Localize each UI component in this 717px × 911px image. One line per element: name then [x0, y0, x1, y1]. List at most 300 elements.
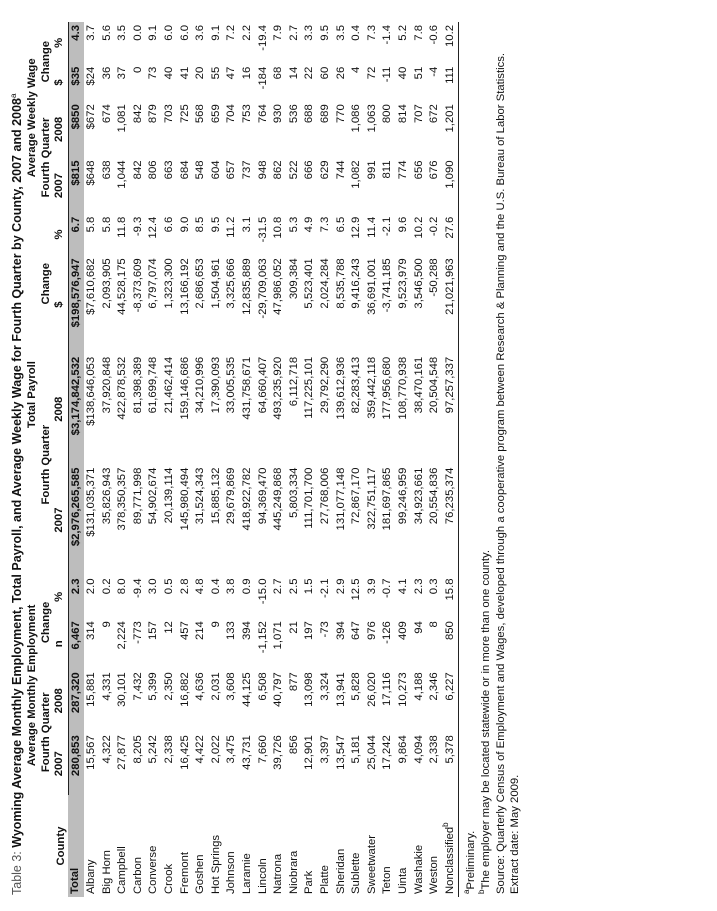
cell-wage-2007: 862	[272, 160, 285, 180]
cell-wage-change-dollar: 26	[334, 66, 347, 80]
cell-emp-2008: 15,881	[85, 672, 98, 707]
cell-emp-change-n: 1,071	[272, 621, 285, 650]
cell-emp-2007: 17,242	[381, 735, 394, 770]
cell-emp-change-pct: 3.0	[147, 578, 160, 595]
cell-emp-change-pct: 1.5	[303, 578, 316, 595]
cell-wage-2007: 1,082	[350, 160, 363, 189]
cell-wage-change-dollar: 22	[303, 66, 316, 80]
cell-emp-change-n: 9	[209, 621, 222, 628]
cell-emp-change-pct: 2.9	[334, 578, 347, 595]
cell-emp-change-pct: 2.8	[178, 578, 191, 595]
title-footnote-mark: a	[8, 93, 18, 99]
cell-emp-change-pct: 4.1	[396, 578, 409, 595]
table-row	[84, 22, 100, 897]
total-pay-2007: $2,976,265,585	[68, 465, 84, 576]
cell-pay-change-pct: 6.5	[334, 216, 347, 233]
cell-pay-2008: 81,398,389	[131, 356, 144, 414]
footnote-b-mark: b	[477, 889, 487, 894]
cell-wage-change-pct: 9.1	[147, 25, 160, 41]
cell-wage-2007: 811	[381, 160, 394, 179]
header-emp-fourth-quarter: Fourth Quarter	[39, 692, 52, 773]
cell-pay-2008: 159,146,686	[178, 356, 191, 420]
cell-wage-2007: 684	[178, 160, 191, 180]
cell-emp-2008: 5,828	[350, 672, 363, 701]
cell-emp-change-n: 394	[334, 621, 347, 641]
cell-pay-change-dollar: -29,709,063	[256, 258, 269, 319]
cell-emp-2007: 4,422	[194, 735, 207, 764]
cell-pay-change-pct: 11.4	[365, 216, 378, 238]
cell-wage-2008: 1,201	[443, 101, 459, 157]
cell-emp-change-pct: 4.8	[194, 578, 207, 595]
cell-wage-2007: 657	[225, 160, 238, 180]
cell-emp-2007: 43,731	[241, 735, 254, 770]
cell-county: Goshen	[194, 854, 207, 894]
cell-pay-change-dollar: 9,523,979	[396, 258, 409, 309]
cell-county: Platte	[319, 865, 331, 894]
cell-pay-change-pct: 11.8	[116, 216, 129, 238]
cell-pay-2007: 322,751,117	[365, 467, 378, 530]
cell-wage-change-pct: 7.8	[412, 25, 425, 41]
cell-wage-2008: 568	[194, 104, 207, 124]
cell-wage-change-dollar: 73	[147, 66, 160, 80]
total-wage-change-pct: 4.3	[68, 22, 84, 64]
cell-emp-change-pct: 0.4	[209, 578, 222, 595]
cell-pay-change-dollar: 47,986,052	[272, 258, 285, 315]
header-pay-fourth-quarter: Fourth Quarter	[39, 424, 52, 505]
cell-pay-change-pct: 8.5	[194, 216, 207, 233]
table-row	[178, 22, 194, 897]
cell-pay-2007: 94,369,470	[256, 467, 269, 525]
cell-emp-change-n: 314	[85, 621, 98, 641]
cell-emp-2007: 39,726	[272, 735, 285, 770]
cell-emp-change-pct: 2.3	[412, 578, 425, 595]
cell-wage-2007: 663	[163, 160, 176, 180]
footnote-b	[479, 22, 494, 894]
cell-wage-change-pct: 7.2	[225, 25, 238, 41]
cell-pay-2007: 35,826,943	[100, 467, 113, 525]
header-pay-change: Change	[39, 263, 52, 305]
cell-pay-2008: $138,646,053	[85, 356, 98, 426]
cell-emp-2007: 5,242	[147, 735, 160, 764]
cell-pay-2008: 139,612,936	[334, 356, 347, 420]
cell-county: Fremont	[178, 851, 191, 894]
total-row	[68, 22, 84, 897]
table-row	[412, 22, 428, 897]
cell-pay-2008: 117,225,101	[303, 356, 316, 419]
cell-wage-change-dollar: 0	[131, 66, 144, 74]
cell-pay-change-dollar: 12,835,889	[241, 258, 254, 315]
cell-pay-2007: 31,524,343	[194, 467, 207, 525]
cell-emp-2008: 17,116	[381, 672, 394, 707]
cell-county: Teton	[381, 866, 394, 894]
cell-emp-change-pct: 2.5	[287, 578, 300, 595]
cell-wage-2007: 676	[428, 160, 441, 180]
table-row	[131, 22, 147, 897]
header-wage-dollar: $	[53, 64, 68, 102]
cell-emp-change-n: -1,152	[256, 621, 269, 654]
table-row	[240, 22, 256, 897]
cell-emp-2007: 856	[287, 735, 300, 755]
cell-emp-2007: 2,022	[209, 735, 222, 764]
cell-wage-2007: $648	[85, 160, 98, 186]
footnote-a-mark: a	[462, 889, 472, 894]
cell-wage-2008: 930	[272, 104, 285, 124]
table-title	[10, 22, 24, 895]
header-wage-change: Change	[39, 40, 52, 83]
cell-emp-change-pct: 0.3	[428, 578, 441, 595]
header-wage-pct: %	[53, 22, 68, 64]
cell-pay-change-dollar: 309,384	[287, 258, 300, 300]
table-row	[396, 22, 412, 897]
cell-wage-change-pct: 0.4	[350, 25, 363, 41]
cell-wage-2008: 770	[334, 104, 347, 124]
cell-pay-change-pct: 3.1	[241, 216, 254, 233]
cell-emp-2007: 4,094	[412, 735, 425, 764]
cell-pay-2008: 29,792,290	[319, 356, 331, 414]
cell-emp-2008: 7,432	[131, 672, 144, 701]
cell-pay-change-dollar: 21,021,963	[443, 255, 459, 354]
cell-emp-change-n: 409	[396, 621, 409, 641]
cell-county: Albany	[85, 859, 98, 894]
cell-pay-2007: 72,867,170	[350, 467, 363, 525]
cell-wage-change-dollar: 16	[241, 66, 254, 80]
cell-emp-change-pct: 15.8	[443, 575, 459, 618]
cell-wage-change-dollar: 20	[194, 66, 207, 80]
cell-county: Uinta	[396, 867, 409, 894]
header-payroll: Total Payroll	[26, 361, 38, 429]
cell-wage-change-pct: 6.0	[178, 25, 191, 41]
table-row	[427, 22, 443, 897]
cell-pay-change-dollar: 13,166,192	[178, 258, 191, 315]
cell-emp-2008: 30,101	[116, 672, 129, 707]
table-row	[302, 22, 318, 897]
cell-pay-change-pct: 7.3	[319, 216, 331, 233]
cell-emp-change-n: 850	[443, 618, 459, 669]
cell-wage-2008: 1,081	[116, 104, 129, 133]
header-emp-pct: %	[53, 575, 68, 618]
cell-wage-change-dollar: 72	[365, 66, 378, 80]
cell-emp-2007: 9,864	[396, 735, 409, 764]
source-note: Source: Quarterly Census of Employment and Wages, developed through a cooperative program between Research & Planning and the U.S. Bureau of Labor Statistics.	[494, 52, 507, 894]
cell-emp-change-n: 197	[303, 621, 316, 641]
cell-pay-change-pct: 12.4	[147, 216, 160, 239]
cell-wage-2008: 674	[100, 104, 113, 124]
cell-pay-2007: 29,679,869	[225, 467, 238, 525]
cell-emp-2008: 13,941	[334, 672, 347, 707]
total-pay-change-pct: 6.7	[68, 214, 84, 256]
cell-pay-2008: 108,770,938	[396, 356, 409, 420]
cell-pay-change-pct: 5.3	[287, 216, 300, 233]
total-wage-change-dollar: $35	[68, 64, 84, 102]
table-row	[271, 22, 287, 897]
cell-pay-2008: 37,920,848	[100, 356, 113, 414]
cell-wage-2007: 522	[287, 160, 300, 180]
cell-pay-2008: 177,956,680	[381, 356, 394, 420]
cell-pay-change-pct: 9.0	[178, 216, 191, 233]
cell-emp-2008: 2,350	[163, 672, 176, 701]
cell-wage-change-pct: -19.4	[256, 25, 269, 51]
cell-county: Weston	[428, 855, 441, 894]
cell-emp-change-pct: 2.7	[272, 578, 285, 595]
cell-wage-change-pct: 3.3	[303, 25, 316, 41]
cell-emp-change-n: 2,224	[116, 621, 129, 650]
cell-pay-change-dollar: 36,691,001	[365, 258, 378, 315]
extract-date: Extract date: May 2009.	[509, 774, 522, 894]
cell-wage-2007: 638	[100, 160, 113, 180]
cell-pay-2007: 418,922,782	[241, 467, 254, 531]
cell-wage-change-pct: 7.3	[365, 25, 378, 41]
cell-county: Laramie	[241, 853, 254, 894]
cell-county: Sublette	[350, 852, 363, 894]
total-emp-2007: 280,853	[68, 732, 84, 795]
cell-emp-change-n: 976	[365, 621, 378, 641]
cell-county: Carbon	[131, 856, 144, 894]
cell-emp-change-pct: -0.7	[381, 578, 394, 598]
cell-wage-change-dollar: 111	[443, 64, 459, 102]
cell-wage-2007: 744	[334, 160, 347, 180]
footnotes	[464, 22, 522, 894]
cell-pay-change-dollar: 3,546,500	[412, 258, 425, 309]
cell-pay-change-pct: 27.6	[443, 214, 459, 256]
table-row	[209, 22, 225, 897]
cell-pay-change-pct: 10.2	[412, 216, 425, 239]
header-wage-2008: 2008	[53, 101, 68, 157]
cell-wage-change-pct: 9.1	[209, 25, 222, 41]
cell-emp-2008: 3,324	[319, 672, 331, 701]
cell-wage-change-pct: 6.0	[163, 25, 176, 41]
cell-pay-change-dollar: -8,373,609	[131, 258, 144, 313]
cell-emp-2008: 26,020	[365, 672, 378, 707]
cell-county: Big Horn	[100, 850, 113, 894]
cell-wage-change-dollar: 51	[412, 66, 425, 80]
nonclassified-footnote-mark: b	[440, 822, 450, 827]
cell-county	[440, 795, 459, 897]
total-pay-2008: $3,174,842,532	[68, 354, 84, 465]
cell-pay-change-pct: 11.2	[225, 216, 238, 238]
header-county: County	[54, 826, 67, 866]
cell-emp-change-n: 8	[428, 621, 441, 628]
total-emp-change-pct: 2.3	[68, 575, 84, 618]
cell-wage-change-pct: 2.2	[241, 25, 254, 41]
data-table	[26, 22, 459, 897]
cell-wage-change-pct: 5.2	[396, 25, 409, 41]
cell-emp-2008: 13,098	[303, 672, 316, 707]
total-emp-change-n: 6,467	[68, 618, 84, 669]
cell-wage-2008: 659	[209, 104, 222, 124]
cell-wage-2007: 548	[194, 160, 207, 180]
table-row	[193, 22, 209, 897]
cell-emp-change-n: -73	[319, 621, 331, 638]
cell-pay-change-pct: -0.2	[428, 216, 441, 237]
cell-pay-change-dollar: 8,535,788	[334, 258, 347, 309]
cell-county: Sweetwater	[365, 834, 378, 894]
cell-emp-2008: 2,031	[209, 672, 222, 701]
cell-pay-2008: 422,878,532	[116, 356, 129, 420]
cell-wage-2008: 800	[381, 104, 394, 124]
cell-pay-change-dollar: -3,741,185	[381, 258, 394, 313]
cell-county: Sheridan	[334, 848, 347, 894]
cell-pay-2008: 20,504,548	[428, 356, 441, 414]
total-label: Total	[68, 795, 84, 897]
cell-emp-change-pct: 0.2	[100, 578, 113, 595]
header-emp-change: Change	[39, 601, 52, 644]
cell-emp-2008: 4,636	[194, 672, 207, 701]
cell-pay-2007: 89,771,998	[131, 467, 144, 525]
cell-pay-change-dollar: 2,686,653	[194, 258, 207, 309]
header-emp-2007: 2007	[53, 732, 68, 795]
cell-wage-2008: 753	[241, 104, 254, 124]
cell-wage-2007: 604	[209, 160, 222, 180]
cell-wage-2008: 688	[303, 104, 316, 124]
cell-pay-2008: 431,758,671	[241, 356, 254, 420]
cell-pay-2007: 99,246,959	[396, 467, 409, 525]
cell-wage-change-pct: 0.0	[131, 25, 144, 41]
cell-emp-2007: 12,901	[303, 735, 316, 770]
cell-emp-2008: 6,227	[443, 669, 459, 732]
cell-pay-2008: 64,660,407	[256, 356, 269, 414]
cell-emp-change-n: 394	[241, 621, 254, 641]
cell-pay-2008: 61,699,748	[147, 356, 160, 414]
cell-emp-2007: 8,205	[131, 735, 144, 764]
cell-emp-change-n: 94	[412, 621, 425, 634]
table-number: Table 3:	[10, 851, 24, 895]
cell-wage-change-dollar: -4	[428, 66, 441, 77]
cell-emp-change-pct: 3.8	[225, 578, 238, 595]
table-row	[162, 22, 178, 897]
table-row	[256, 22, 272, 897]
cell-emp-2007: 2,338	[428, 735, 441, 764]
cell-pay-2008: 33,005,535	[225, 356, 238, 414]
footnote-b-text: The employer may be located statewide or in more than one county.	[479, 550, 492, 890]
cell-pay-2008: 359,442,118	[365, 356, 378, 419]
cell-emp-change-pct: -2.1	[319, 578, 331, 598]
cell-pay-change-dollar: 1,504,961	[209, 258, 222, 309]
table-row	[287, 22, 303, 897]
table-row	[365, 22, 381, 897]
cell-wage-2008: 814	[396, 104, 409, 124]
cell-pay-2007: 27,768,006	[319, 467, 331, 525]
header-employment: Average Monthly Employment	[26, 604, 38, 767]
footnote-a-text: Preliminary.	[465, 830, 478, 890]
cell-wage-2007: 806	[147, 160, 160, 180]
cell-pay-2007: 20,554,836	[428, 467, 441, 525]
cell-pay-2007: 76,235,374	[443, 465, 459, 576]
cell-pay-change-dollar: 3,325,666	[225, 258, 238, 309]
cell-emp-change-n: -126	[381, 621, 394, 644]
cell-wage-change-pct: -0.6	[428, 25, 441, 45]
cell-wage-2008: 1,063	[365, 104, 378, 133]
cell-wage-2007: 991	[365, 160, 378, 180]
cell-emp-2008: 44,125	[241, 672, 254, 707]
cell-pay-2008: 6,112,718	[287, 356, 300, 407]
cell-wage-change-dollar: -184	[256, 66, 269, 90]
cell-pay-change-dollar: 44,528,175	[116, 258, 129, 315]
total-wage-2007: $815	[68, 157, 84, 213]
cell-wage-change-dollar: 37	[116, 66, 129, 80]
cell-pay-2007: 20,139,114	[163, 467, 176, 524]
cell-pay-change-pct: 6.6	[163, 216, 176, 233]
cell-pay-2008: 21,462,414	[163, 356, 176, 414]
cell-emp-2007: 13,547	[334, 735, 347, 770]
table-body	[68, 22, 459, 897]
cell-pay-2007: 378,350,357	[116, 467, 129, 531]
cell-wage-2008: 879	[147, 104, 160, 124]
header-wage-fourth-quarter: Fourth Quarter	[39, 117, 52, 198]
cell-pay-change-pct: 5.8	[100, 216, 113, 233]
cell-wage-change-dollar: 41	[178, 66, 191, 80]
cell-emp-change-n: 214	[194, 621, 207, 641]
cell-wage-2007: 656	[412, 160, 425, 180]
table-row	[146, 22, 162, 897]
cell-emp-change-pct: 2.0	[85, 578, 98, 595]
cell-wage-change-pct: 5.6	[100, 25, 113, 41]
table-row	[318, 22, 334, 897]
table-row	[100, 22, 116, 897]
cell-emp-change-n: 21	[287, 621, 300, 634]
cell-pay-change-pct: 9.5	[209, 216, 222, 233]
cell-emp-change-n: 157	[147, 621, 160, 641]
cell-wage-2008: 1,086	[350, 104, 363, 133]
header-wage-2007: 2007	[53, 157, 68, 213]
cell-emp-change-n: 647	[350, 621, 363, 641]
cell-pay-2007: 15,885,132	[209, 467, 222, 525]
cell-pay-2008: 97,257,337	[443, 354, 459, 465]
cell-emp-change-n: -773	[131, 621, 144, 644]
cell-county: Washakie	[412, 844, 425, 894]
cell-pay-2008: 17,390,093	[209, 356, 222, 414]
table-row	[380, 22, 396, 897]
cell-pay-2007: 131,077,148	[334, 467, 347, 531]
cell-wage-2007: 1,044	[116, 160, 129, 189]
cell-emp-change-pct: -15.0	[256, 578, 269, 605]
header-pay-pct: %	[53, 214, 68, 256]
header-pay-2008: 2008	[53, 354, 68, 465]
cell-emp-2008: 877	[287, 672, 300, 692]
cell-wage-2008: 672	[428, 104, 441, 124]
cell-pay-change-dollar: 2,093,905	[100, 258, 113, 309]
cell-wage-2008: 536	[287, 104, 300, 124]
cell-county: Campbell	[116, 846, 129, 894]
cell-emp-2008: 10,273	[396, 672, 409, 707]
cell-wage-change-pct: 2.7	[287, 25, 300, 41]
cell-wage-change-dollar: 36	[100, 66, 113, 80]
cell-emp-2008: 4,188	[412, 672, 425, 701]
cell-wage-2007: 737	[241, 160, 254, 180]
cell-emp-2007: 15,567	[85, 735, 98, 770]
cell-wage-change-pct: 3.5	[116, 25, 129, 41]
cell-emp-change-n: 9	[100, 621, 113, 628]
cell-emp-2008: 4,331	[100, 672, 113, 701]
cell-wage-change-dollar: -11	[381, 66, 394, 83]
cell-wage-change-dollar: 47	[225, 66, 238, 80]
cell-pay-2007: 54,902,674	[147, 467, 160, 525]
cell-pay-2008: 34,210,996	[194, 356, 207, 414]
cell-wage-change-dollar: 40	[163, 66, 176, 80]
cell-county: Natrona	[272, 853, 285, 894]
cell-emp-2007: 3,475	[225, 735, 238, 764]
cell-wage-2007: 666	[303, 160, 316, 180]
cell-emp-2008: 5,399	[147, 672, 160, 701]
cell-wage-change-dollar: $24	[85, 66, 98, 86]
cell-pay-change-pct: 4.9	[303, 216, 316, 233]
cell-county: Johnson	[225, 851, 238, 894]
cell-wage-2007: 629	[319, 160, 331, 180]
cell-emp-2007: 16,425	[178, 735, 191, 770]
cell-wage-change-dollar: 55	[209, 66, 222, 80]
cell-emp-change-pct: 3.9	[365, 578, 378, 595]
cell-pay-change-dollar: -50,288	[428, 258, 441, 297]
total-emp-2008: 287,320	[68, 669, 84, 732]
